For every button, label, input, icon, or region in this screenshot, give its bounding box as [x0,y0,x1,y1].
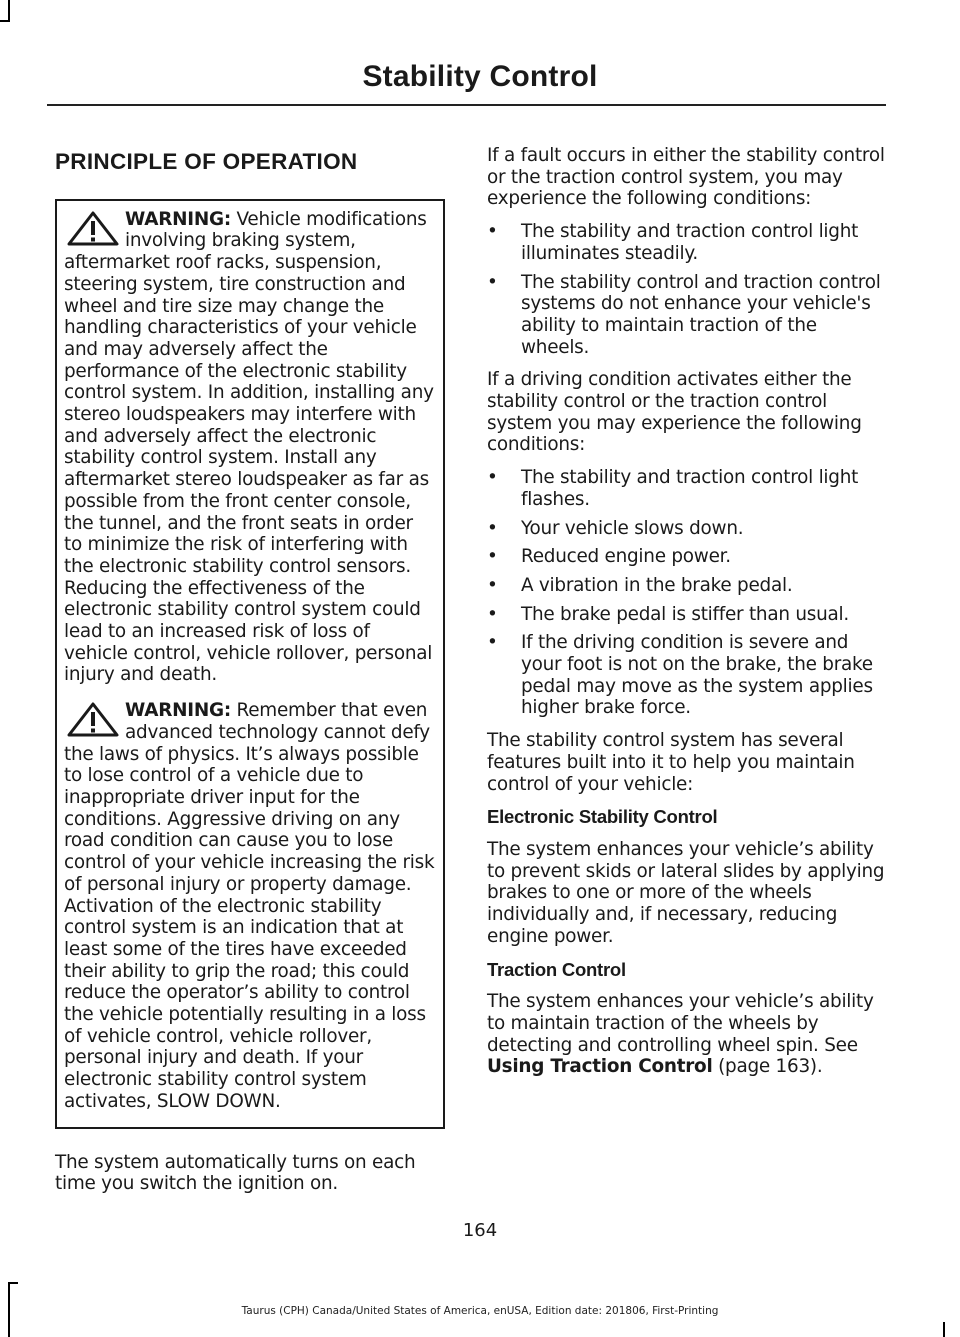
list-item: • If the driving condition is severe and your foot is not on the brake, the brake pedal may move as the system applies higher brake force. [487,632,885,719]
using-traction-control-link[interactable]: Using Traction Control [487,1056,713,1078]
activation-conditions-list [487,467,885,719]
esc-description: The system enhances your vehicle’s ability to prevent skids or lateral slides by applying brakes to one or more of the wheels individually and, if necessary, reducing engine power. [487,838,885,947]
crop-mark-bottom-left-horizontal [8,1282,18,1284]
fault-conditions-list [487,221,885,358]
warning-label: WARNING: [125,700,231,722]
warning-paragraph [64,700,435,1112]
right-column [487,145,885,1089]
list-item: • The stability and traction control light flashes. [487,467,885,510]
crop-mark-top-left-horizontal [0,20,10,22]
page-number: 164 [462,1220,498,1241]
list-item: • The stability control and traction control systems do not enhance your vehicle's ability to maintain traction of the wheels. [487,272,885,359]
fault-intro: If a fault occurs in either the stability control or the traction control system, you may experience the following conditions: [487,145,885,210]
traction-control-heading: Traction Control [487,958,626,980]
warning-paragraph [64,209,435,686]
header-rule [47,104,886,106]
features-intro: The stability control system has several features built into it to help you maintain control of your vehicle: [487,730,855,795]
left-column [55,145,447,1206]
list-item: • The stability and traction control light illuminates steadily. [487,221,885,264]
list-item: • A vibration in the brake pedal. [487,575,885,597]
list-item: • The brake pedal is stiffer than usual. [487,604,885,626]
section-title: PRINCIPLE OF OPERATION [55,149,358,174]
list-item: • Reduced engine power. [487,546,885,568]
warning-box [55,199,445,1129]
footer-edition-info: Taurus (CPH) Canada/United States of America, enUSA, Edition date: 201806, First-Printing [241,1305,719,1317]
page-reference: (page 163). [712,1056,823,1078]
warning-text: Vehicle modifications involving braking system, aftermarket roof racks, suspension, steering system, tire construction and wheel and tire size may change the handling characteristics of your vehicle and may adversely affect the performance of the electronic stability control system. In addition, installing any stereo loudspeakers may interfere with and adversely affect the electronic stability control system. Install any aftermarket stereo loudspeaker as far as possible from the front center console, the tunnel, and the front seats in order to minimize the risk of interfering with the electronic stability control sensors. Reducing the effectiveness of the electronic stability control system could lead to an increased risk of loss of vehicle control, vehicle rollover, personal injury and death. [64,208,434,686]
traction-control-description [487,991,885,1078]
warning-text: Remember that even advanced technology cannot defy the laws of physics. It’s always possible to lose control of a vehicle due to inappropriate driver input for the conditions. Aggressive driving on any road condition can cause you to lose control of your vehicle increasing the risk of personal injury or property damage. Activation of the electronic stability control system is an indication that at least some of the tires have exceeded their ability to grip the road; this could reduce the operator’s ability to control the vehicle potentially resulting in a loss of vehicle control, vehicle rollover, personal injury and death. If your electronic stability control system activates, SLOW DOWN. [64,700,435,1112]
crop-mark-top-left-vertical [8,0,10,22]
warning-label: WARNING: [125,208,231,230]
page-header-title: Stability Control [362,60,598,93]
warning-triangle-icon [64,701,122,737]
ignition-note: The system automatically turns on each time you switch the ignition on. [55,1151,416,1195]
list-item: • Your vehicle slows down. [487,518,885,540]
traction-control-text: The system enhances your vehicle’s ability to maintain traction of the wheels by detecting and controlling wheel spin. See [487,991,874,1056]
crop-mark-bottom-right-vertical [943,1322,945,1337]
activation-intro: If a driving condition activates either the stability control or the traction control system you may experience the following conditions: [487,369,862,456]
esc-heading: Electronic Stability Control [487,806,718,828]
warning-triangle-icon [64,210,122,246]
